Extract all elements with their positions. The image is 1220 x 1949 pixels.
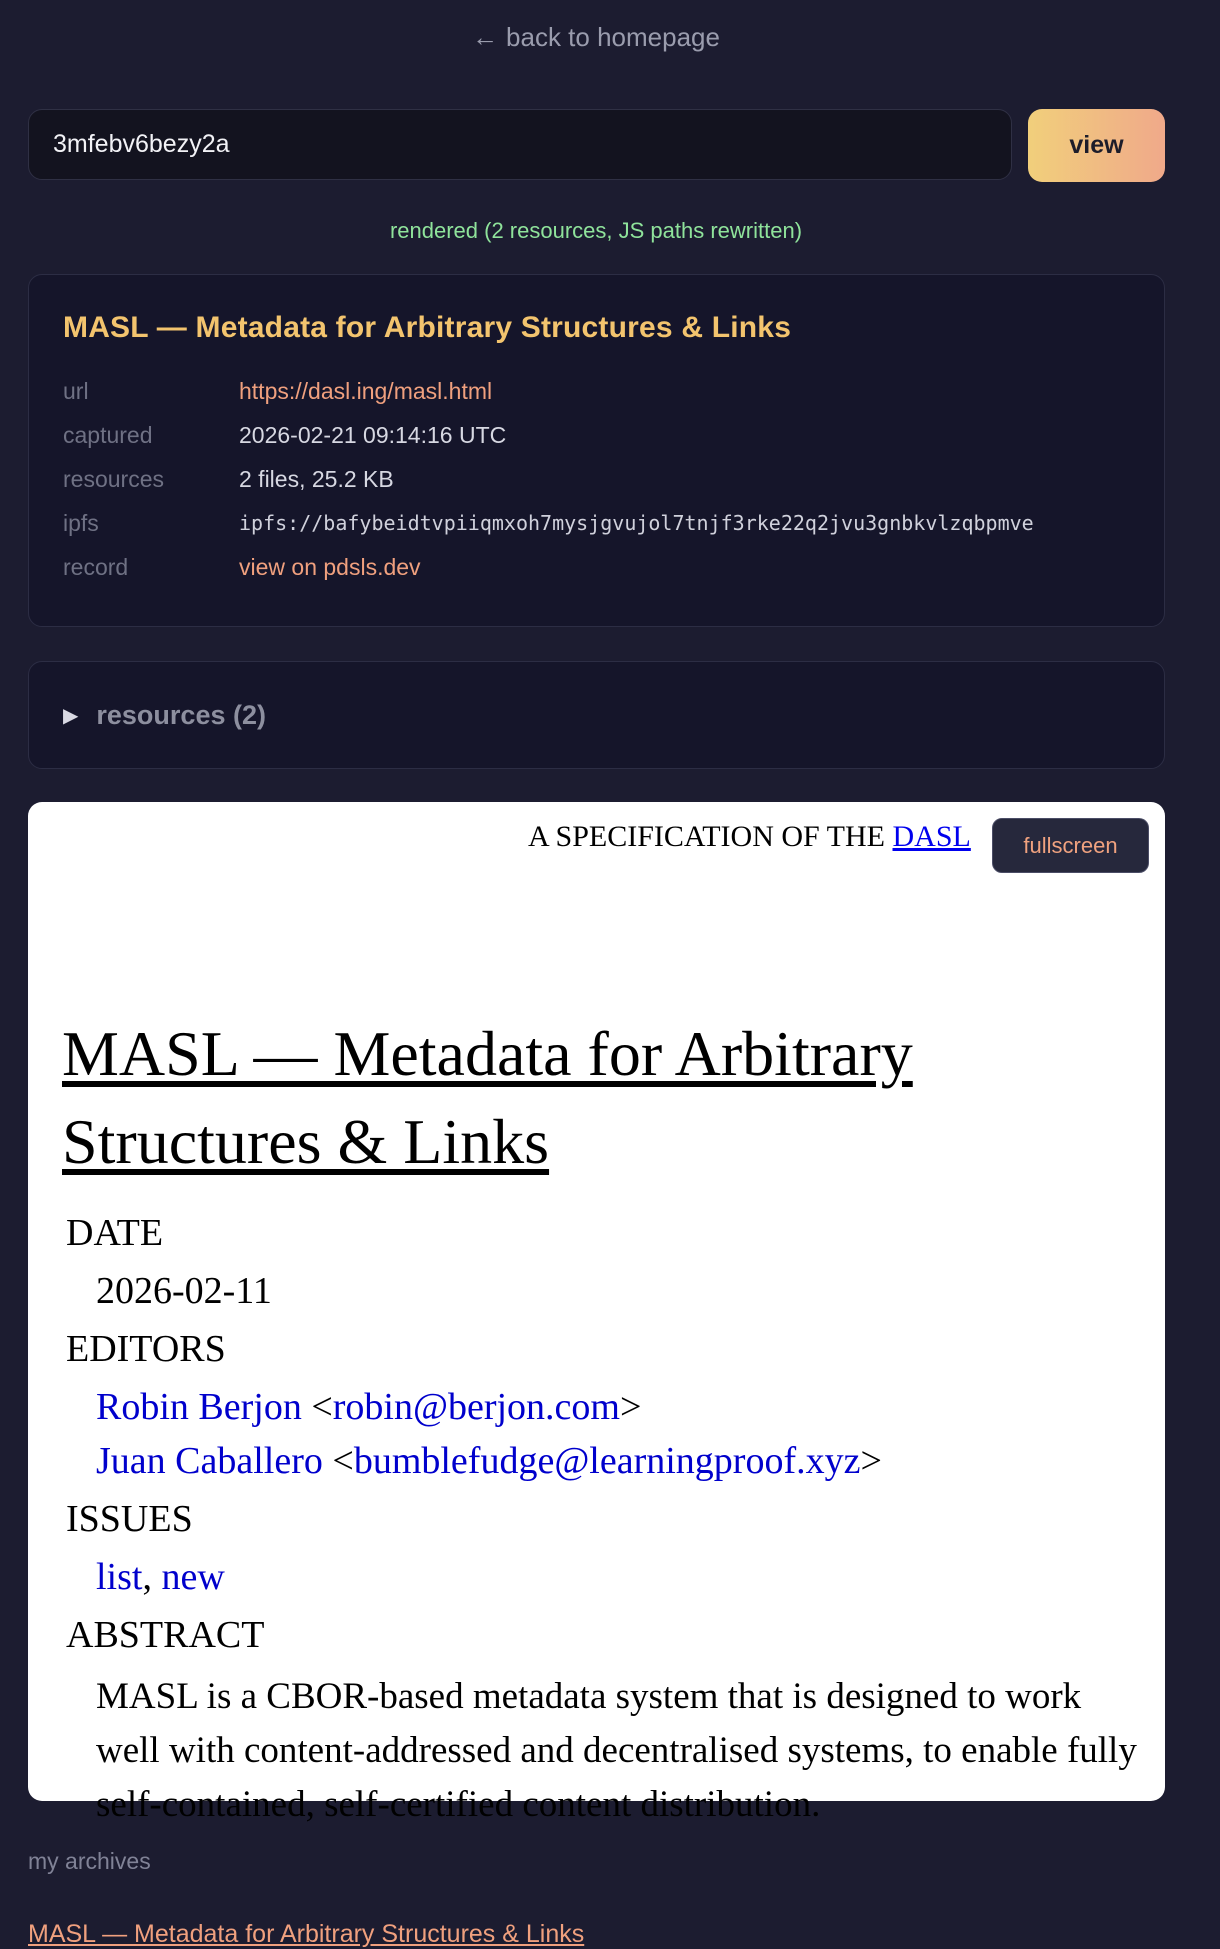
- document-body: [62, 1210, 1142, 1832]
- resources-summary: 2 files, 25.2 KB: [239, 465, 394, 492]
- title-line-2: Structures & Links: [62, 1106, 550, 1177]
- dasl-link[interactable]: DASL: [892, 820, 971, 853]
- meta-row-captured: [63, 413, 1130, 457]
- meta-row-resources: [63, 457, 1130, 501]
- arrow-left-icon: ←: [472, 22, 499, 52]
- spec-header: [528, 820, 971, 854]
- search-bar: [28, 109, 1165, 182]
- source-url-link[interactable]: https://dasl.ing/masl.html: [239, 377, 493, 404]
- meta-title: MASL — Metadata for Arbitrary Structures & Links: [63, 311, 792, 344]
- meta-key: url: [63, 377, 89, 404]
- abstract-label: ABSTRACT: [66, 1614, 265, 1656]
- meta-key: captured: [63, 421, 153, 448]
- issues-label: ISSUES: [66, 1498, 193, 1540]
- issues-list-link[interactable]: list: [96, 1556, 143, 1598]
- fullscreen-button[interactable]: fullscreen: [992, 818, 1149, 873]
- back-to-homepage-link[interactable]: [0, 22, 1192, 53]
- document-title[interactable]: [62, 1010, 962, 1186]
- meta-key: resources: [63, 465, 164, 492]
- view-button[interactable]: view: [1028, 109, 1165, 182]
- captured-timestamp: 2026-02-21 09:14:16 UTC: [239, 421, 507, 448]
- resources-disclosure[interactable]: [28, 661, 1165, 769]
- meta-row-record: [63, 545, 1130, 589]
- resources-summary-label: resources (2): [96, 699, 266, 730]
- back-link-label: back to homepage: [506, 22, 720, 52]
- disclosure-triangle-icon: ▶: [63, 704, 79, 727]
- date-value: 2026-02-11: [96, 1270, 272, 1312]
- record-id-input[interactable]: [28, 109, 1012, 180]
- meta-key: ipfs: [63, 509, 99, 536]
- title-line-1: MASL — Metadata for Arbitrary: [62, 1018, 913, 1089]
- editor-email-link[interactable]: bumblefudge@learningproof.xyz: [353, 1440, 861, 1482]
- meta-row-url: [63, 369, 1130, 413]
- editor-name-link[interactable]: Juan Caballero: [96, 1440, 323, 1482]
- pdsls-record-link[interactable]: view on pdsls.dev: [239, 553, 421, 580]
- issues-new-link[interactable]: new: [161, 1556, 225, 1598]
- editor-email-link[interactable]: robin@berjon.com: [332, 1386, 620, 1428]
- status-message: rendered (2 resources, JS paths rewritten): [389, 218, 803, 243]
- archived-page-preview[interactable]: [28, 802, 1165, 1825]
- abstract-text: MASL is a CBOR-based metadata system that is designed to work well with content-addressed and decentralised systems, to enable fully self-contained, self-certified content distribution.: [96, 1676, 1137, 1825]
- editor-name-link[interactable]: Robin Berjon: [96, 1386, 302, 1428]
- metadata-card: [28, 274, 1165, 627]
- spec-prefix: A SPECIFICATION OF THE: [528, 820, 893, 853]
- meta-key: record: [63, 553, 129, 580]
- meta-row-ipfs: [63, 501, 1130, 545]
- issues-links: list, new: [96, 1556, 225, 1598]
- editor-entry: Juan Caballero <bumblefudge@learningproof.xyz>: [96, 1440, 882, 1482]
- ipfs-cid: ipfs://bafybeidtvpiiqmxoh7mysjgvujol7tnjf3rke22q2jvu3gnbkvlzqbpmve: [239, 511, 1034, 535]
- editors-label: EDITORS: [66, 1328, 226, 1370]
- archive-item-link[interactable]: MASL — Metadata for Arbitrary Structures & Links: [28, 1920, 585, 1948]
- editor-entry: Robin Berjon <robin@berjon.com>: [96, 1386, 642, 1428]
- date-label: DATE: [66, 1212, 164, 1254]
- my-archives-heading: my archives: [28, 1848, 151, 1874]
